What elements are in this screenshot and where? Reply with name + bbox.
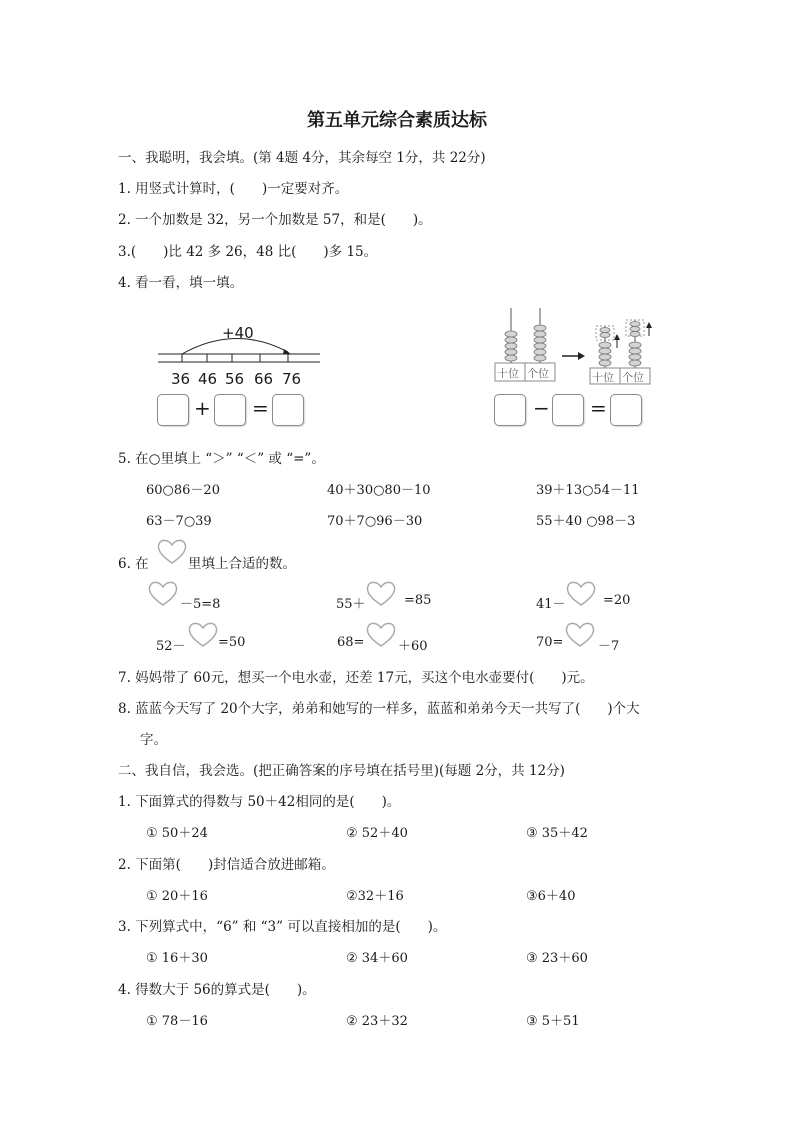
equals-sign: = (252, 396, 269, 420)
option[interactable]: ① 16＋30 (146, 951, 208, 966)
compare-item[interactable]: 70＋7○96－30 (327, 514, 423, 529)
option[interactable]: ② 52＋40 (346, 826, 408, 841)
answer-box[interactable] (272, 394, 304, 426)
question-1-5: 5. 在○里填上 “＞” “＜” 或 “=”。 (118, 451, 325, 467)
compare-item[interactable]: 60○86－20 (146, 483, 220, 498)
page-title: 第五单元综合素质达标 (307, 110, 487, 131)
section-2-heading: 二、我自信，我会选。(把正确答案的序号填在括号里)(每题 2分，共 12分) (118, 763, 565, 779)
option[interactable]: ③ 23＋60 (526, 951, 588, 966)
compare-item[interactable]: 63－7○39 (146, 514, 212, 529)
question-1-3: 3.( )比 42 多 26，48 比( )多 15。 (118, 244, 378, 260)
option[interactable]: ① 20＋16 (146, 889, 208, 904)
question-1-1: 1. 用竖式计算时，( )一定要对齐。 (118, 181, 349, 197)
answer-box[interactable] (610, 394, 642, 426)
tick-label: 36 (171, 370, 191, 388)
tick-label: 56 (225, 370, 245, 388)
answer-box[interactable] (157, 394, 189, 426)
heart-equation-after: =20 (603, 593, 631, 608)
question-1-7: 7. 妈妈带了 60元，想买一个电水壶，还差 17元，买这个电水壶要付( )元。 (118, 670, 594, 686)
option[interactable]: ③6＋40 (526, 889, 576, 904)
question-2-4: 4. 得数大于 56的算式是( )。 (118, 982, 316, 998)
abacus-label: 十位 (497, 367, 519, 380)
option[interactable]: ② 34＋60 (346, 951, 408, 966)
option[interactable]: ③ 35＋42 (526, 826, 588, 841)
answer-box[interactable] (552, 394, 584, 426)
heart-equation-after: －5=8 (180, 597, 221, 612)
equals-sign: = (590, 396, 607, 420)
heart-equation-before: 70= (536, 635, 564, 650)
question-1-8-continued: 字。 (140, 732, 167, 748)
heart-equation-after: ＋60 (398, 639, 428, 654)
question-2-2: 2. 下面第( )封信适合放进邮箱。 (118, 857, 335, 873)
heart-equation-before: 52－ (156, 639, 186, 654)
heart-icon[interactable] (564, 580, 598, 608)
compare-item[interactable]: 39＋13○54－11 (536, 483, 640, 498)
heart-icon (156, 538, 188, 566)
answer-box[interactable] (494, 394, 526, 426)
question-1-2: 2. 一个加数是 32，另一个加数是 57，和是( )。 (118, 212, 432, 228)
question-2-3: 3. 下列算式中，“6” 和 “3” 可以直接相加的是( )。 (118, 919, 447, 935)
abacus-label: 十位 (592, 371, 614, 384)
heart-equation-after: －7 (598, 639, 620, 654)
tick-label: 46 (198, 370, 218, 388)
tick-label: 76 (282, 370, 302, 388)
option[interactable]: ① 50＋24 (146, 826, 208, 841)
question-1-6-prefix: 6. 在 (118, 556, 149, 572)
heart-icon[interactable] (364, 621, 398, 649)
option[interactable]: ③ 5＋51 (526, 1014, 580, 1029)
heart-equation-after: =85 (404, 593, 432, 608)
question-1-8: 8. 蓝蓝今天写了 20个大字，弟弟和她写的一样多，蓝蓝和弟弟今天一共写了( )个大 (118, 701, 640, 717)
jump-label: +40 (222, 324, 254, 342)
heart-icon[interactable] (146, 580, 180, 608)
heart-equation-before: 55＋ (336, 597, 366, 612)
abacus-label: 个位 (622, 371, 644, 384)
tick-label: 66 (254, 370, 274, 388)
heart-equation-before: 41－ (536, 597, 566, 612)
option[interactable]: ① 78－16 (146, 1014, 208, 1029)
heart-equation-before: 68= (337, 635, 365, 650)
option[interactable]: ② 23＋32 (346, 1014, 408, 1029)
abacus-label: 个位 (527, 367, 549, 380)
section-1-heading: 一、我聪明，我会填。(第 4题 4分，其余每空 1分，共 22分) (118, 150, 486, 166)
plus-sign: + (194, 396, 211, 420)
question-1-4: 4. 看一看，填一填。 (118, 275, 244, 291)
compare-item[interactable]: 40＋30○80－10 (327, 483, 431, 498)
heart-icon[interactable] (186, 621, 220, 649)
answer-box[interactable] (214, 394, 246, 426)
heart-icon[interactable] (563, 621, 597, 649)
question-2-1: 1. 下面算式的得数与 50＋42相同的是( )。 (118, 794, 401, 810)
minus-sign: − (533, 396, 550, 420)
compare-item[interactable]: 55＋40 ○98－3 (536, 514, 636, 529)
option[interactable]: ②32＋16 (346, 889, 404, 904)
heart-icon[interactable] (364, 580, 398, 608)
question-1-6-suffix: 里填上合适的数。 (188, 556, 296, 572)
heart-equation-after: =50 (218, 635, 246, 650)
